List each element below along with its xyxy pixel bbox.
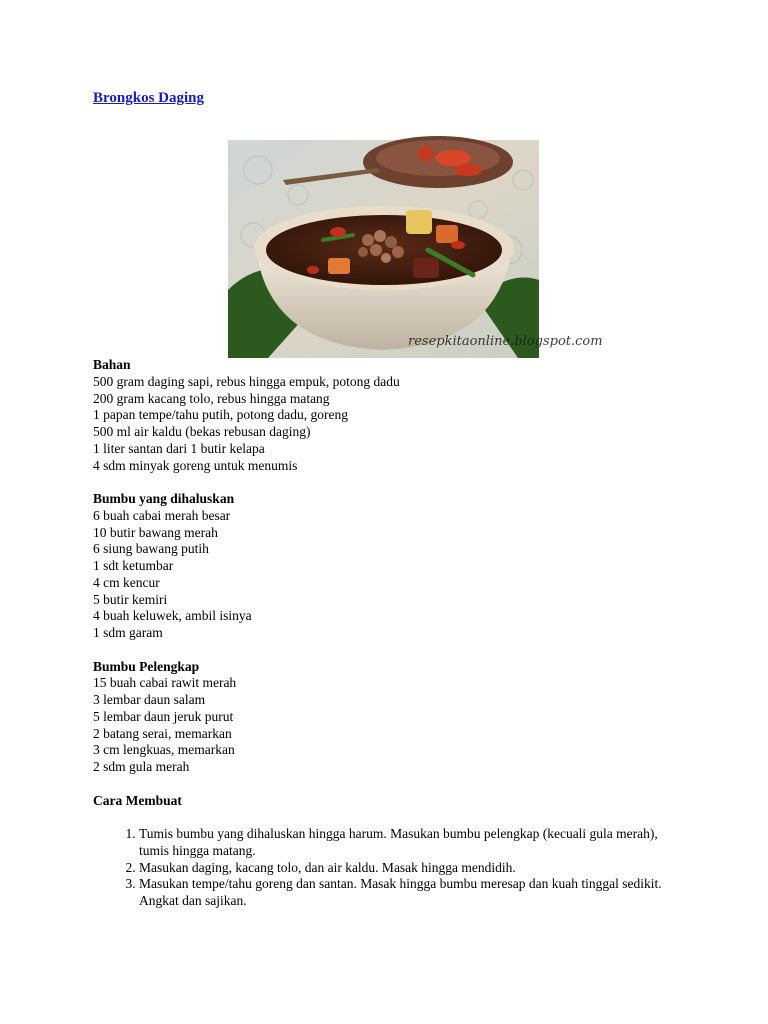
spacer xyxy=(93,809,683,826)
ingredient-line: 5 lembar daun jeruk purut xyxy=(93,708,234,724)
ingredient-line: 1 sdm garam xyxy=(93,625,163,640)
ingredient-line: 3 cm lengkuas, memarkan xyxy=(93,742,235,758)
section-bumbu-pelengkap xyxy=(93,659,683,776)
photo-watermark: resepkitaonline.blogspot.com xyxy=(408,334,603,349)
section-bahan xyxy=(93,357,683,474)
ingredient-line: 4 cm kencur xyxy=(93,574,160,590)
ingredient-line: 6 buah cabai merah besar xyxy=(93,507,231,523)
method-step: 1. Tumis bumbu yang dihaluskan hingga harum. Masukan bumbu pelengkap (kecuali gula merah), tumis hingga matang. xyxy=(139,826,683,860)
method-step: 2. Masukan daging, kacang tolo, dan air kaldu. Masak hingga mendidih. xyxy=(139,860,683,877)
method-steps-list xyxy=(93,826,683,910)
ingredient-line: 5 butir kemiri xyxy=(93,591,168,607)
ingredient-line: 4 sdm minyak goreng untuk menumis xyxy=(93,457,298,473)
ingredient-line: 500 gram daging sapi, rebus hingga empuk, potong dadu xyxy=(93,373,400,389)
section-cara-membuat xyxy=(93,793,683,910)
section-bumbu-dihaluskan xyxy=(93,491,683,642)
recipe-title-link[interactable]: Brongkos Daging xyxy=(93,90,205,106)
ingredient-line: 2 sdm gula merah xyxy=(93,759,190,774)
ingredient-line: 3 lembar daun salam xyxy=(93,692,206,707)
ingredient-line: 200 gram kacang tolo, rebus hingga matang xyxy=(93,390,330,406)
ingredient-line: 10 butir bawang merah xyxy=(93,524,218,540)
section-heading: Bumbu Pelengkap xyxy=(93,658,200,674)
method-step: 3. Masukan tempe/tahu goreng dan santan. Masak hingga bumbu meresap dan kuah tinggal sedikit. Angkat dan sajikan. xyxy=(139,876,683,910)
spacer xyxy=(93,776,683,793)
ingredient-line: 1 liter santan dari 1 butir kelapa xyxy=(93,440,265,456)
spacer xyxy=(93,642,683,659)
ingredient-line: 6 siung bawang putih xyxy=(93,541,209,557)
section-heading: Cara Membuat xyxy=(93,792,182,808)
ingredient-line: 15 buah cabai rawit merah xyxy=(93,675,237,691)
ingredient-line: 4 buah keluwek, ambil isinya xyxy=(93,608,252,624)
ingredient-line: 1 sdt ketumbar xyxy=(93,558,174,573)
recipe-content xyxy=(93,357,683,910)
ingredient-line: 2 batang serai, memarkan xyxy=(93,725,232,741)
section-heading: Bahan xyxy=(93,357,131,372)
recipe-photo xyxy=(228,140,603,358)
ingredient-line: 1 papan tempe/tahu putih, potong dadu, goreng xyxy=(93,407,348,423)
spacer xyxy=(93,474,683,491)
section-heading: Bumbu yang dihaluskan xyxy=(93,491,235,506)
ingredient-line: 500 ml air kaldu (bekas rebusan daging) xyxy=(93,424,311,439)
